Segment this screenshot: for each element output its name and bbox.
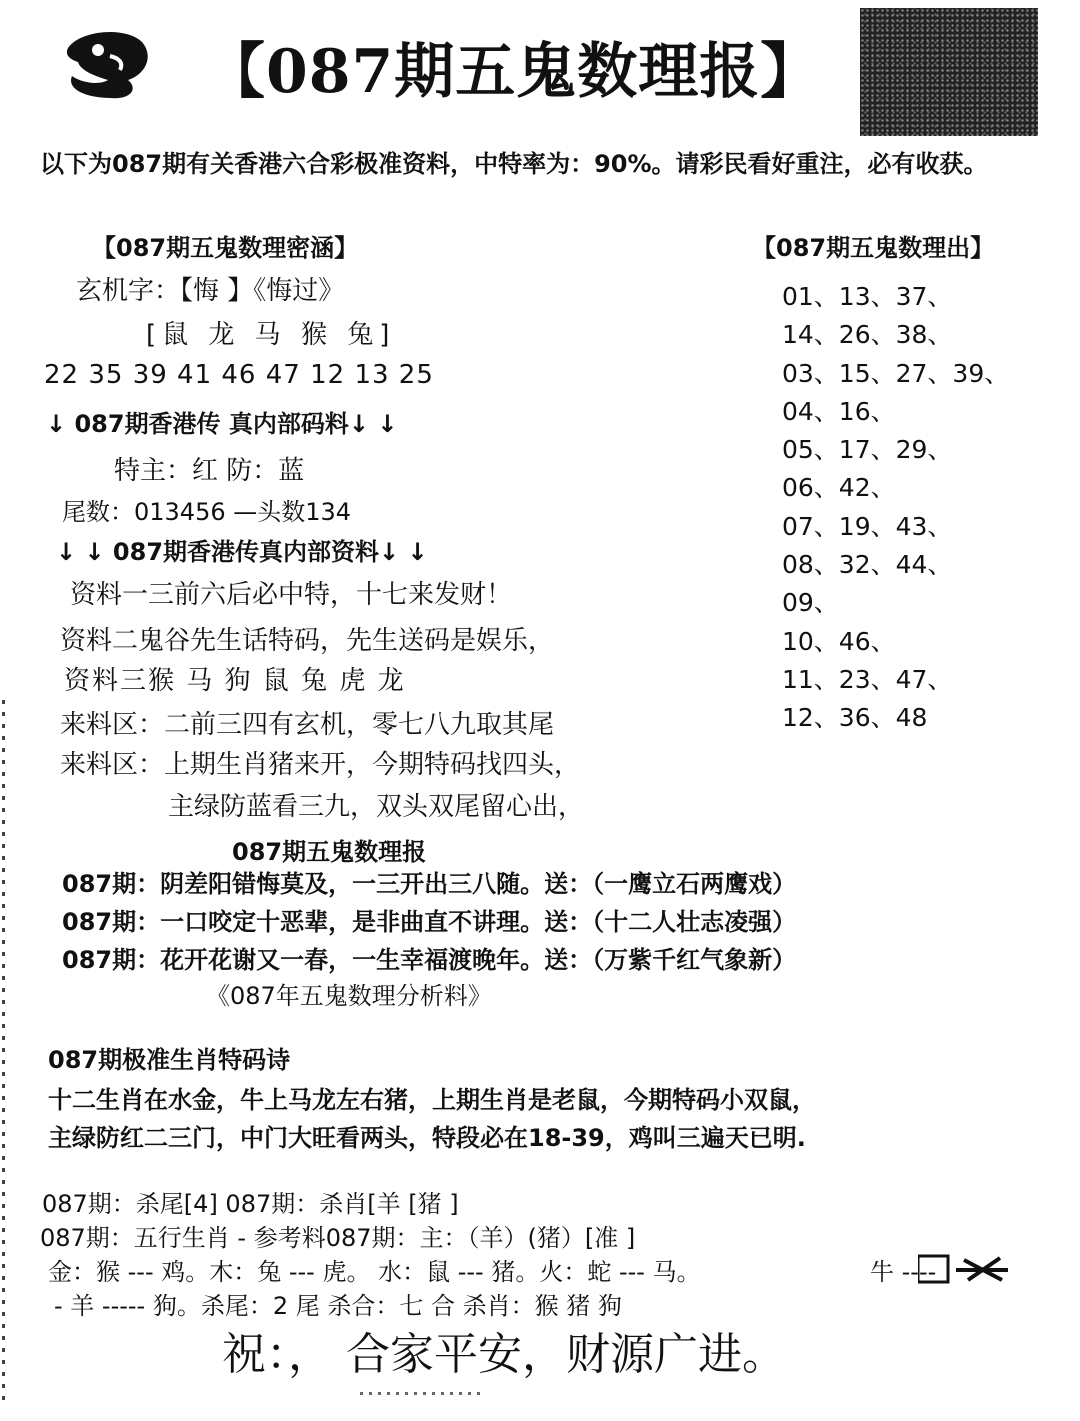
zodiac-group: [鼠 龙 马 猴 兔] <box>146 320 396 350</box>
list-item: 07、19、43、 <box>782 511 953 541</box>
scan-edge-marks <box>2 700 5 1400</box>
list-item: 11、23、47、 <box>782 664 953 694</box>
list-item: 05、17、29、 <box>782 435 953 465</box>
hk-internal-code-heading: ↓ 087期香港传 真内部码料↓ ↓ <box>46 410 398 438</box>
poem-title: 087期极准生肖特码诗 <box>48 1046 291 1074</box>
section-title-mihan: 【087期五鬼数理密涵】 <box>92 234 359 262</box>
weishu-line: 尾数：013456 —头数134 <box>62 498 352 526</box>
number-list <box>782 278 1009 738</box>
xuanji-line: 玄机字：【悔 】《悔过》 <box>76 276 345 306</box>
list-item: 10、46、 <box>782 626 896 656</box>
list-item: 03、15、27、39、 <box>782 358 1010 388</box>
lailiao-3: 主绿防蓝看三九，双头双尾留心出， <box>168 792 585 822</box>
tezhu-line: 特主：红 防：蓝 <box>114 456 305 486</box>
list-item: 01、13、37、 <box>782 282 953 311</box>
elements-line: 金：猴 --- 鸡。木：兔 --- 虎。 水：鼠 --- 猪。火：蛇 --- 马。 <box>48 1258 701 1286</box>
logo-icon <box>58 26 154 102</box>
list-item: 14、26、38、 <box>782 320 953 350</box>
qr-code-icon <box>860 8 1038 136</box>
report-footer: 《087年五鬼数理分析料》 <box>206 982 492 1010</box>
list-item: 09、 <box>782 588 839 618</box>
report-line-3: 087期：花开花谢又一春，一生幸福渡晚年。送：（万紫千红气象新） <box>62 946 797 974</box>
poem-line-1: 十二生肖在水金，牛上马龙左右猪，上期生肖是老鼠，今期特码小双鼠， <box>48 1086 816 1114</box>
hk-internal-data-heading: ↓ ↓ 087期香港传真内部资料↓ ↓ <box>56 538 428 566</box>
numbers-row: 22 35 39 41 46 47 12 13 25 <box>44 360 434 390</box>
list-item: 06、42、 <box>782 473 896 503</box>
scan-dots <box>360 1392 480 1395</box>
list-item: 12、36、48 <box>782 703 928 733</box>
blessing: 祝：， 合家平安，财源广进。 <box>222 1329 786 1380</box>
report-line-1: 087期：阴差阳错悔莫及，一三开出三八随。送：（一鹰立石两鹰戏） <box>62 870 797 898</box>
ziliao-1: 资料一三前六后必中特，十七来发财！ <box>70 580 513 610</box>
report-title: 087期五鬼数理报 <box>232 838 427 866</box>
list-item: 04、16、 <box>782 396 896 426</box>
report-line-2: 087期：一口咬定十恶辈，是非曲直不讲理。送：（十二人壮志凌强） <box>62 908 797 936</box>
elements-line-tail: 牛 ---- <box>870 1258 937 1286</box>
intro-text: 以下为087期有关香港六合彩极准资料，中特率为：90%。请彩民看好重注，必有收获。 <box>40 150 988 178</box>
kill-tail-line: 087期：杀尾[4] 087期：杀肖[羊 [猪 ] <box>42 1190 459 1218</box>
kill-summary-line: - 羊 ----- 狗。杀尾：2 尾 杀合：七 合 杀肖：猴 猪 狗 <box>54 1292 622 1320</box>
lailiao-1: 来料区：二前三四有玄机，零七八九取其尾 <box>60 710 555 740</box>
page-title: 【087期五鬼数理报】 <box>205 37 822 107</box>
section-title-chu: 【087期五鬼数理出】 <box>752 234 995 262</box>
poem-line-2: 主绿防红二三门，中门大旺看两头，特段必在18-39，鸡叫三遍天已明. <box>48 1124 806 1152</box>
ziliao-2: 资料二鬼谷先生话特码，先生送码是娱乐， <box>60 626 555 656</box>
wuxing-line: 087期：五行生肖 - 参考料087期：主：（羊）(猪）[准 ] <box>40 1224 636 1252</box>
list-item: 08、32、44、 <box>782 550 953 580</box>
ziliao-3: 资料三猴 马 狗 鼠 兔 虎 龙 <box>64 666 406 696</box>
lailiao-2: 来料区：上期生肖猪来开，今期特码找四头， <box>60 750 581 780</box>
